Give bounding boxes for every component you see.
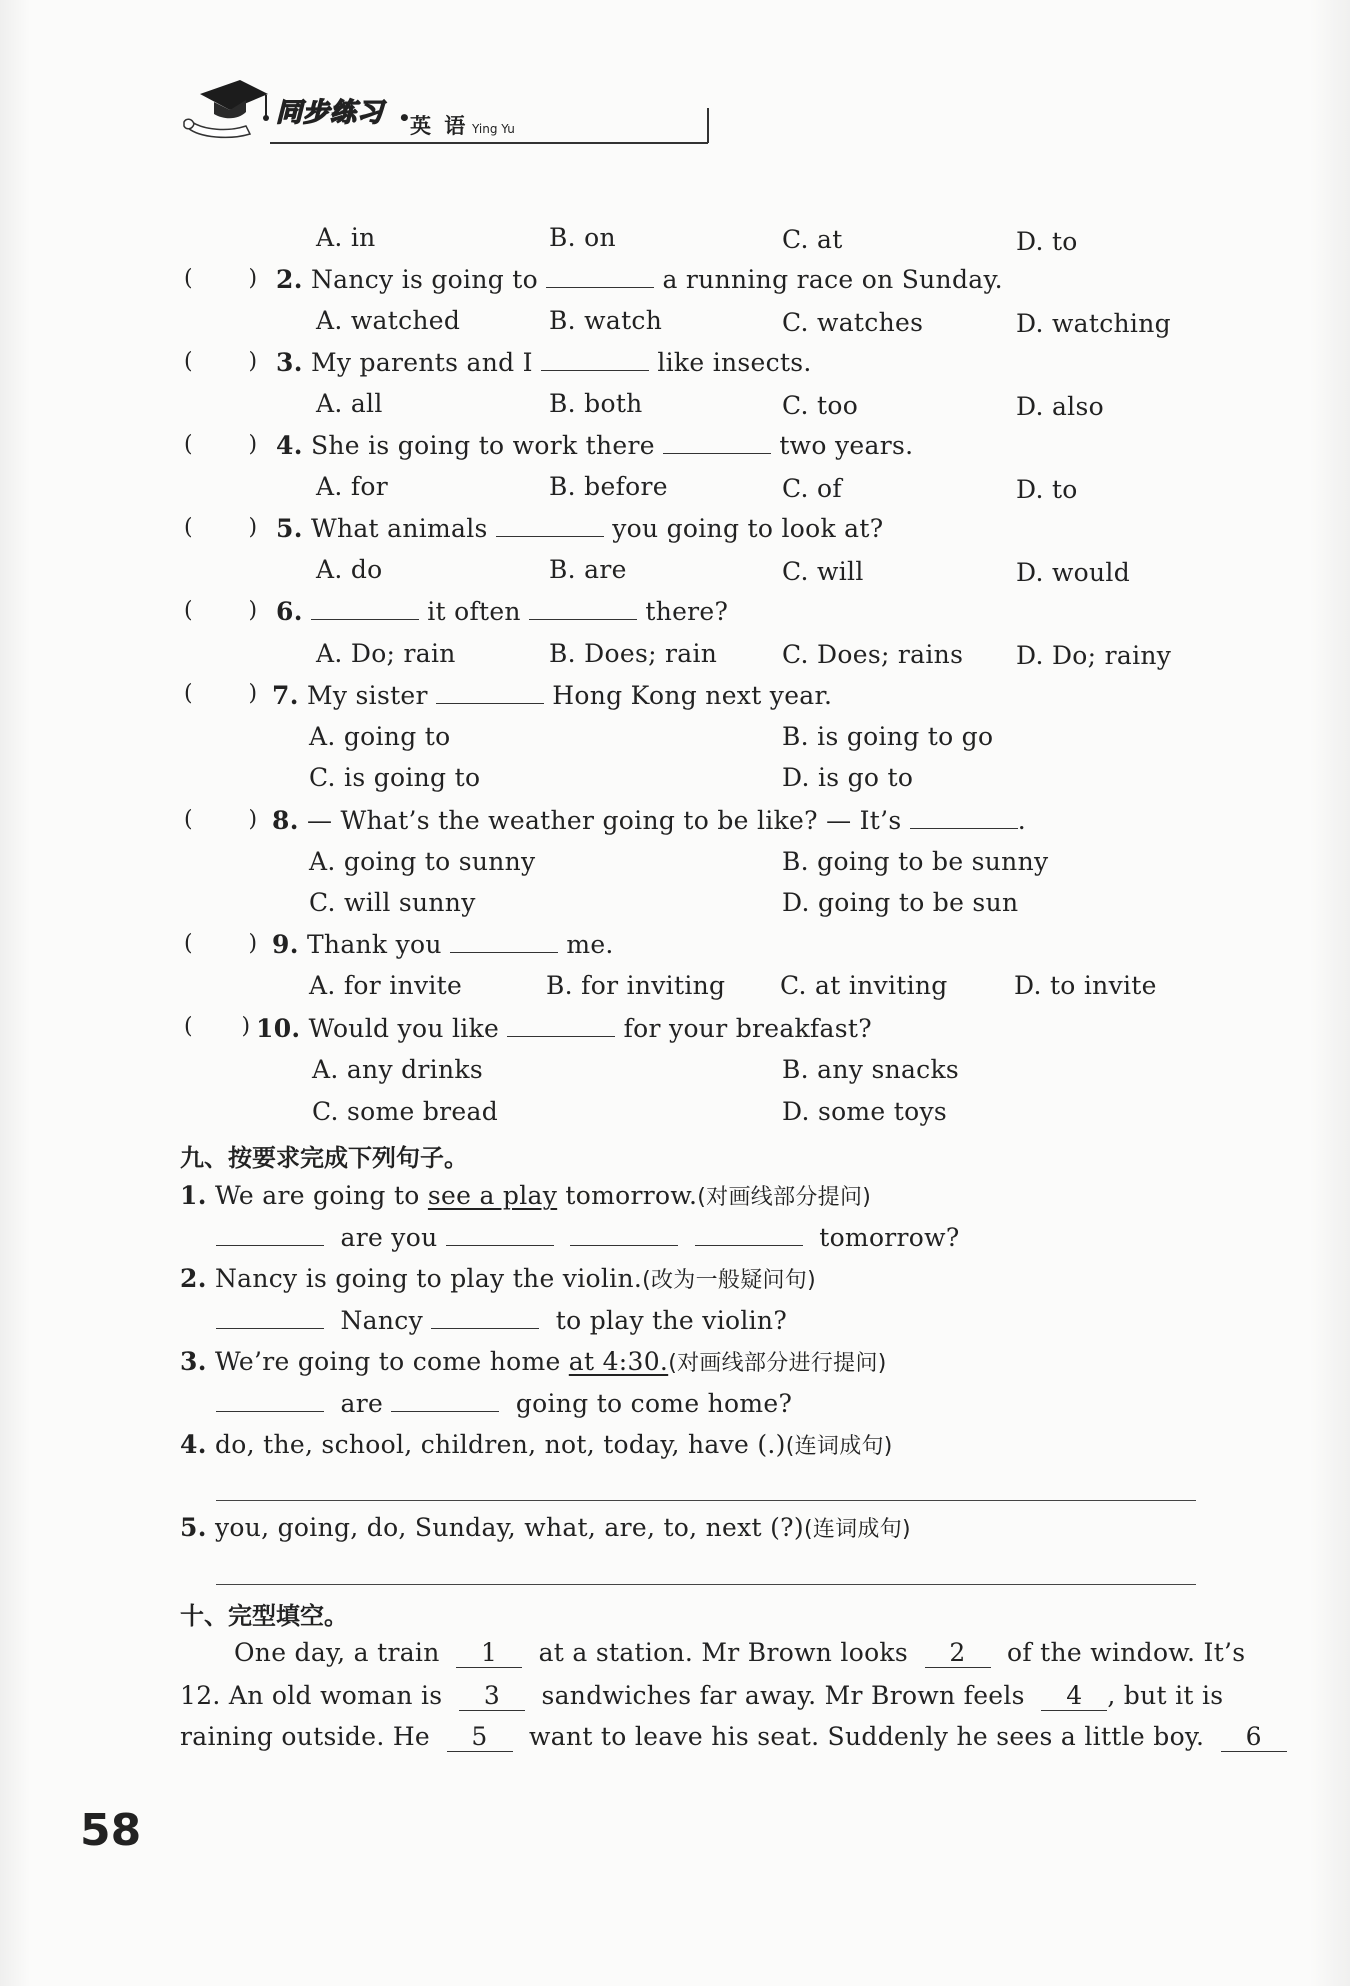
question-text: My parents and I bbox=[310, 348, 533, 377]
option: D. going to be sun bbox=[782, 888, 1019, 917]
cloze-blank[interactable]: 3 bbox=[459, 1682, 525, 1711]
blank[interactable] bbox=[529, 597, 637, 620]
answer-paren[interactable]: ( ) bbox=[184, 1014, 251, 1039]
option: C. at inviting bbox=[780, 971, 948, 1000]
answer-line[interactable] bbox=[216, 1500, 1196, 1501]
question-number: 10. bbox=[256, 1014, 301, 1043]
header-subject: 英 语 bbox=[410, 114, 469, 138]
page-header bbox=[180, 80, 540, 150]
blank[interactable] bbox=[910, 806, 1018, 829]
item-text: tomorrow? bbox=[819, 1223, 960, 1252]
passage-text: of the window. It’s bbox=[1007, 1638, 1246, 1667]
option: A. for invite bbox=[309, 971, 463, 1000]
question-number: 2. bbox=[276, 265, 303, 294]
question-text: there? bbox=[645, 597, 729, 626]
option: A. in bbox=[316, 223, 376, 252]
question-text: Hong Kong next year. bbox=[552, 681, 833, 710]
option: B. are bbox=[549, 555, 627, 584]
item-text: We are going to bbox=[214, 1181, 420, 1210]
option: D. watching bbox=[1016, 309, 1171, 338]
underlined-phrase: see a play bbox=[427, 1181, 558, 1210]
answer-paren[interactable]: ( ) bbox=[184, 681, 258, 706]
option: D. to invite bbox=[1014, 971, 1157, 1000]
item-number: 4. bbox=[180, 1430, 207, 1459]
option: C. will bbox=[782, 557, 864, 586]
header-rule bbox=[270, 142, 708, 144]
item-text: to play the violin? bbox=[555, 1306, 788, 1335]
blank[interactable] bbox=[450, 930, 558, 953]
option: D. is go to bbox=[782, 763, 914, 792]
question-number: 5. bbox=[276, 514, 303, 543]
question-number: 7. bbox=[272, 681, 299, 710]
blank[interactable] bbox=[541, 348, 649, 371]
option: B. before bbox=[549, 472, 668, 501]
option: D. to bbox=[1016, 227, 1078, 256]
option: A. Do; rain bbox=[316, 639, 456, 668]
item-number: 2. bbox=[180, 1264, 207, 1293]
cloze-blank[interactable]: 4 bbox=[1041, 1682, 1107, 1711]
option: A. do bbox=[316, 555, 383, 584]
item-text: We’re going to come home bbox=[214, 1347, 561, 1376]
option: A. for bbox=[316, 472, 389, 501]
cloze-blank[interactable]: 1 bbox=[456, 1639, 522, 1668]
header-rule-end bbox=[707, 108, 709, 143]
option: D. to bbox=[1016, 475, 1078, 504]
option: B. both bbox=[549, 389, 643, 418]
blank[interactable] bbox=[311, 597, 419, 620]
instruction-note: (连词成句) bbox=[785, 1434, 893, 1459]
cloze-blank[interactable]: 2 bbox=[925, 1639, 991, 1668]
blank[interactable] bbox=[431, 1306, 539, 1329]
blank[interactable] bbox=[391, 1389, 499, 1412]
option: A. going to bbox=[309, 722, 451, 751]
header-title: 同步练习 bbox=[276, 98, 385, 128]
item-number: 1. bbox=[180, 1181, 207, 1210]
page-number: 58 bbox=[80, 1805, 142, 1856]
blank[interactable] bbox=[216, 1389, 324, 1412]
question-number: 9. bbox=[272, 930, 299, 959]
question-text: me. bbox=[566, 930, 614, 959]
question-text: My sister bbox=[306, 681, 428, 710]
answer-line[interactable] bbox=[216, 1584, 1196, 1585]
item-text: Nancy bbox=[340, 1306, 424, 1335]
question-text: for your breakfast? bbox=[623, 1014, 872, 1043]
item-text: are you bbox=[340, 1223, 438, 1252]
question-text: Thank you bbox=[306, 930, 442, 959]
question-number: 4. bbox=[276, 431, 303, 460]
question-text: She is going to work there bbox=[310, 431, 655, 460]
question-text: like insects. bbox=[657, 348, 812, 377]
answer-paren[interactable]: ( ) bbox=[184, 266, 258, 291]
section-10-title: 十、完型填空。 bbox=[180, 1602, 348, 1630]
option: B. any snacks bbox=[782, 1055, 960, 1084]
blank[interactable] bbox=[546, 265, 654, 288]
instruction-note: (对画线部分提问) bbox=[697, 1185, 872, 1210]
option: C. watches bbox=[782, 308, 924, 337]
blank[interactable] bbox=[695, 1223, 803, 1246]
option: D. Do; rainy bbox=[1016, 641, 1172, 670]
option: C. at bbox=[782, 225, 843, 254]
underlined-phrase: at 4:30. bbox=[568, 1347, 669, 1376]
blank[interactable] bbox=[216, 1306, 324, 1329]
instruction-note: (改为一般疑问句) bbox=[642, 1268, 816, 1293]
option: C. Does; rains bbox=[782, 640, 964, 669]
option: B. watch bbox=[549, 306, 663, 335]
question-text: it often bbox=[427, 597, 521, 626]
answer-paren[interactable]: ( ) bbox=[184, 807, 258, 832]
graduation-cap-icon bbox=[180, 80, 270, 150]
option: C. of bbox=[782, 474, 842, 503]
option: A. any drinks bbox=[312, 1055, 483, 1084]
instruction-note: (连词成句) bbox=[803, 1517, 911, 1542]
option: A. watched bbox=[316, 306, 461, 335]
blank[interactable] bbox=[507, 1014, 615, 1037]
question-text: What animals bbox=[310, 514, 488, 543]
option: B. for inviting bbox=[546, 971, 726, 1000]
option: C. is going to bbox=[309, 763, 481, 792]
question-number: 3. bbox=[276, 348, 303, 377]
item-text: are bbox=[340, 1389, 384, 1418]
item-number: 5. bbox=[180, 1513, 207, 1542]
header-pinyin: Ying Yu bbox=[472, 122, 515, 136]
section-9-title: 九、按要求完成下列句子。 bbox=[180, 1144, 468, 1172]
passage-text: at a station. Mr Brown looks bbox=[538, 1638, 909, 1667]
item-text: Nancy is going to play the violin. bbox=[214, 1264, 643, 1293]
question-number: 6. bbox=[276, 597, 303, 626]
question-text: two years. bbox=[779, 431, 914, 460]
header-dot: • bbox=[398, 106, 411, 130]
answer-paren[interactable]: ( ) bbox=[184, 515, 258, 540]
blank[interactable] bbox=[570, 1223, 678, 1246]
question-text: Would you like bbox=[308, 1014, 500, 1043]
blank[interactable] bbox=[216, 1223, 324, 1246]
question-text: Nancy is going to bbox=[310, 265, 538, 294]
question-text: a running race on Sunday. bbox=[662, 265, 1003, 294]
item-text: tomorrow. bbox=[565, 1181, 698, 1210]
blank[interactable] bbox=[446, 1223, 554, 1246]
option: B. is going to go bbox=[782, 722, 994, 751]
passage-text: sandwiches far away. Mr Brown feels bbox=[541, 1681, 1025, 1710]
question-text: — What’s the weather going to be like? — It’s bbox=[306, 806, 902, 835]
option: A. all bbox=[316, 389, 383, 418]
option: D. also bbox=[1016, 392, 1104, 421]
question-number: 8. bbox=[272, 806, 299, 835]
blank[interactable] bbox=[436, 681, 544, 704]
instruction-note: (对画线部分进行提问) bbox=[668, 1351, 887, 1376]
item-text: you, going, do, Sunday, what, are, to, next (?) bbox=[214, 1513, 804, 1542]
cloze-blank[interactable]: 6 bbox=[1221, 1723, 1287, 1752]
option: B. Does; rain bbox=[549, 639, 718, 668]
answer-paren[interactable]: ( ) bbox=[184, 931, 258, 956]
question-text: . bbox=[1017, 806, 1027, 835]
passage-text: want to leave his seat. Suddenly he sees a little boy. bbox=[529, 1722, 1205, 1751]
passage-text: One day, a train bbox=[234, 1638, 440, 1667]
passage-text: , but it is bbox=[1107, 1681, 1224, 1710]
item-number: 3. bbox=[180, 1347, 207, 1376]
answer-paren[interactable]: ( ) bbox=[184, 432, 258, 457]
blank[interactable] bbox=[663, 431, 771, 454]
item-text: going to come home? bbox=[515, 1389, 793, 1418]
answer-paren[interactable]: ( ) bbox=[184, 349, 258, 374]
answer-paren[interactable]: ( ) bbox=[184, 598, 258, 623]
blank[interactable] bbox=[496, 514, 604, 537]
option: D. some toys bbox=[782, 1097, 948, 1126]
passage-text: raining outside. He bbox=[180, 1722, 431, 1751]
question-text: you going to look at? bbox=[612, 514, 884, 543]
option: D. would bbox=[1016, 558, 1130, 587]
option: C. will sunny bbox=[309, 888, 476, 917]
option: C. too bbox=[782, 391, 859, 420]
passage-text: 12. An old woman is bbox=[180, 1681, 443, 1710]
cloze-blank[interactable]: 5 bbox=[447, 1723, 513, 1752]
option: C. some bread bbox=[312, 1097, 499, 1126]
option: B. going to be sunny bbox=[782, 847, 1049, 876]
item-text: do, the, school, children, not, today, have (.) bbox=[214, 1430, 786, 1459]
option: A. going to sunny bbox=[309, 847, 536, 876]
option: B. on bbox=[549, 223, 616, 252]
